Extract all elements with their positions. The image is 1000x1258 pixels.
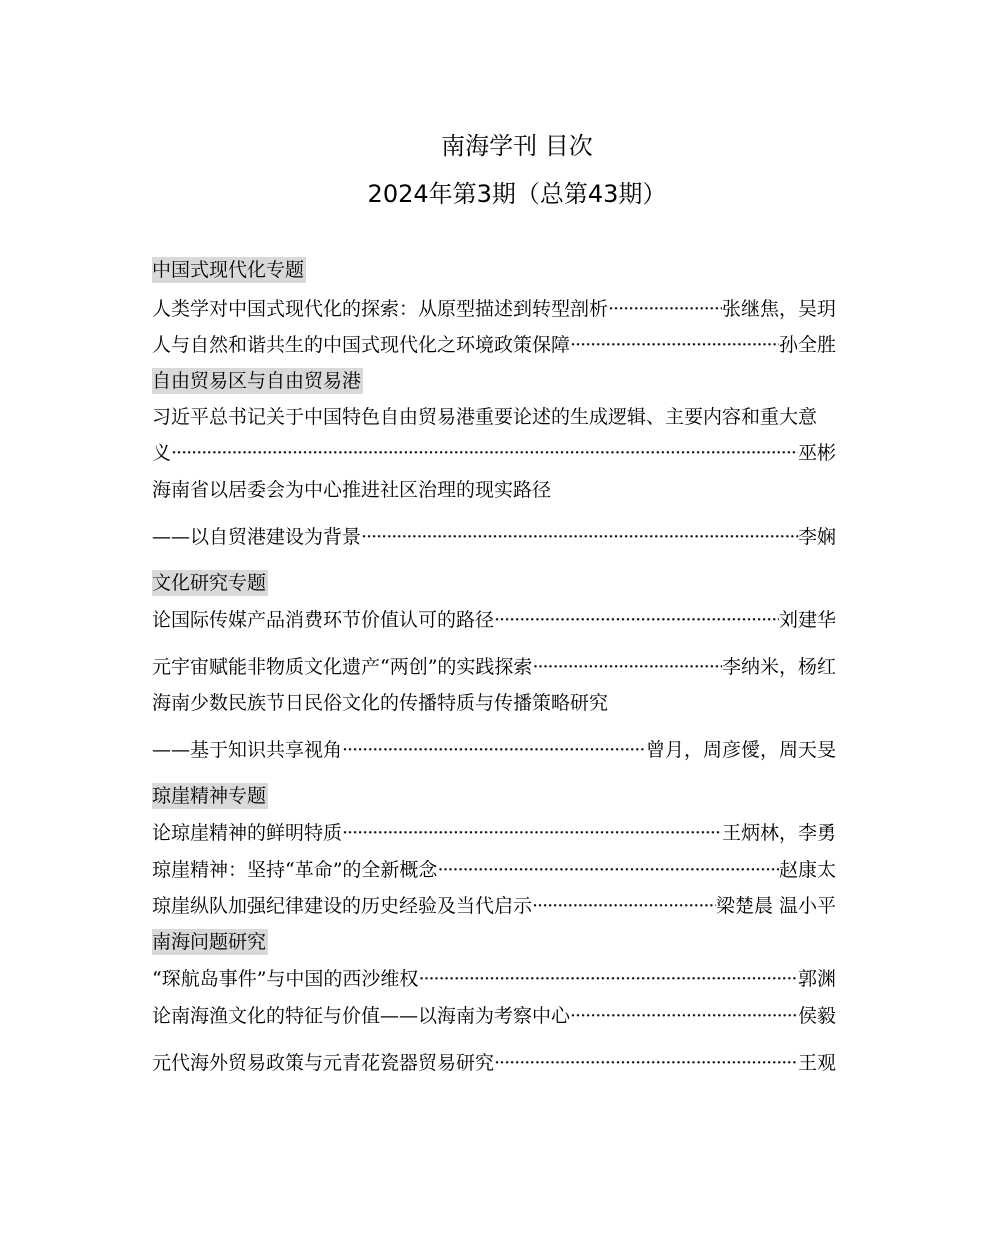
entry-author: 梁楚晨 温小平 bbox=[715, 895, 836, 917]
entry-title: 论琼崖精神的鲜明特质 bbox=[152, 822, 343, 844]
toc-entry bbox=[152, 606, 836, 634]
entry-author: 巫彬 bbox=[797, 442, 836, 464]
entry-title: 人与自然和谐共生的中国式现代化之环境政策保障 bbox=[152, 334, 571, 356]
toc-entry bbox=[152, 819, 836, 847]
entry-author: 王炳林，李勇 bbox=[721, 822, 836, 844]
toc-entry bbox=[152, 1049, 836, 1077]
leader-dots bbox=[608, 295, 722, 323]
leader-dots bbox=[532, 653, 722, 681]
leader-dots bbox=[342, 736, 646, 764]
entry-title: 习近平总书记关于中国特色自由贸易港重要论述的生成逻辑、主要内容和重大意 bbox=[152, 406, 818, 428]
leader-dots bbox=[418, 965, 798, 993]
toc-entry bbox=[152, 1002, 836, 1030]
leader-dots bbox=[437, 856, 779, 884]
entry-title: 元宇宙赋能非物质文化遗产“两创”的实践探索 bbox=[152, 656, 533, 678]
leader-dots bbox=[342, 819, 722, 847]
toc-entry bbox=[152, 523, 836, 551]
toc-entry bbox=[152, 295, 836, 323]
section-heading: 琼崖精神专题 bbox=[152, 785, 267, 807]
entry-subtitle: ——基于知识共享视角 bbox=[152, 739, 343, 761]
entry-author: 张继焦，吴玥 bbox=[721, 298, 836, 320]
section-heading: 南海问题研究 bbox=[152, 931, 267, 953]
leader-dots bbox=[494, 1049, 798, 1077]
entry-title: 元代海外贸易政策与元青花瓷器贸易研究 bbox=[152, 1052, 495, 1074]
entry-title: 论国际传媒产品消费环节价值认可的路径 bbox=[152, 609, 495, 631]
entry-author: 孙全胜 bbox=[778, 334, 836, 356]
toc-entry bbox=[152, 653, 836, 681]
entry-author: 曾月，周彦僾，周天旻 bbox=[645, 739, 836, 761]
leader-dots bbox=[570, 331, 779, 359]
journal-title: 南海学刊 目次 bbox=[441, 132, 593, 160]
leader-dots bbox=[532, 892, 716, 920]
entry-title: 海南省以居委会为中心推进社区治理的现实路径 bbox=[152, 479, 552, 501]
entry-author: 赵康太 bbox=[778, 859, 836, 881]
entry-author: 郭渊 bbox=[797, 968, 836, 990]
entry-title: 人类学对中国式现代化的探索：从原型描述到转型剖析 bbox=[152, 298, 609, 320]
entry-author: 刘建华 bbox=[778, 609, 836, 631]
toc-entry-title-line bbox=[152, 476, 836, 504]
toc-entry bbox=[152, 439, 836, 467]
entry-title: 琼崖纵队加强纪律建设的历史经验及当代启示 bbox=[152, 895, 533, 917]
toc-entry-title-line bbox=[152, 403, 836, 431]
section-heading: 自由贸易区与自由贸易港 bbox=[152, 370, 362, 392]
toc-entry bbox=[152, 331, 836, 359]
toc-entry bbox=[152, 736, 836, 764]
leader-dots bbox=[361, 523, 798, 551]
entry-title: 论南海渔文化的特征与价值——以海南为考察中心 bbox=[152, 1005, 571, 1027]
entry-title: 海南少数民族节日民俗文化的传播特质与传播策略研究 bbox=[152, 692, 609, 714]
section-heading: 文化研究专题 bbox=[152, 572, 267, 594]
entry-title: “琛航岛事件”与中国的西沙维权 bbox=[152, 968, 419, 990]
entry-title-continuation: 义 bbox=[152, 442, 172, 464]
leader-dots bbox=[171, 439, 798, 467]
entry-author: 李娴 bbox=[797, 526, 836, 548]
section-heading: 中国式现代化专题 bbox=[152, 259, 305, 281]
leader-dots bbox=[494, 606, 779, 634]
entry-title: 琼崖精神：坚持“革命”的全新概念 bbox=[152, 859, 438, 881]
toc-entry bbox=[152, 856, 836, 884]
entry-subtitle: ——以自贸港建设为背景 bbox=[152, 526, 362, 548]
entry-author: 王观 bbox=[797, 1052, 836, 1074]
toc-entry bbox=[152, 965, 836, 993]
toc-entry bbox=[152, 892, 836, 920]
entry-author: 侯毅 bbox=[797, 1005, 836, 1027]
toc-entry-title-line bbox=[152, 689, 836, 717]
leader-dots bbox=[570, 1002, 798, 1030]
entry-author: 李纳米，杨红 bbox=[721, 656, 836, 678]
issue-number: 2024年第3期（总第43期） bbox=[367, 180, 667, 208]
